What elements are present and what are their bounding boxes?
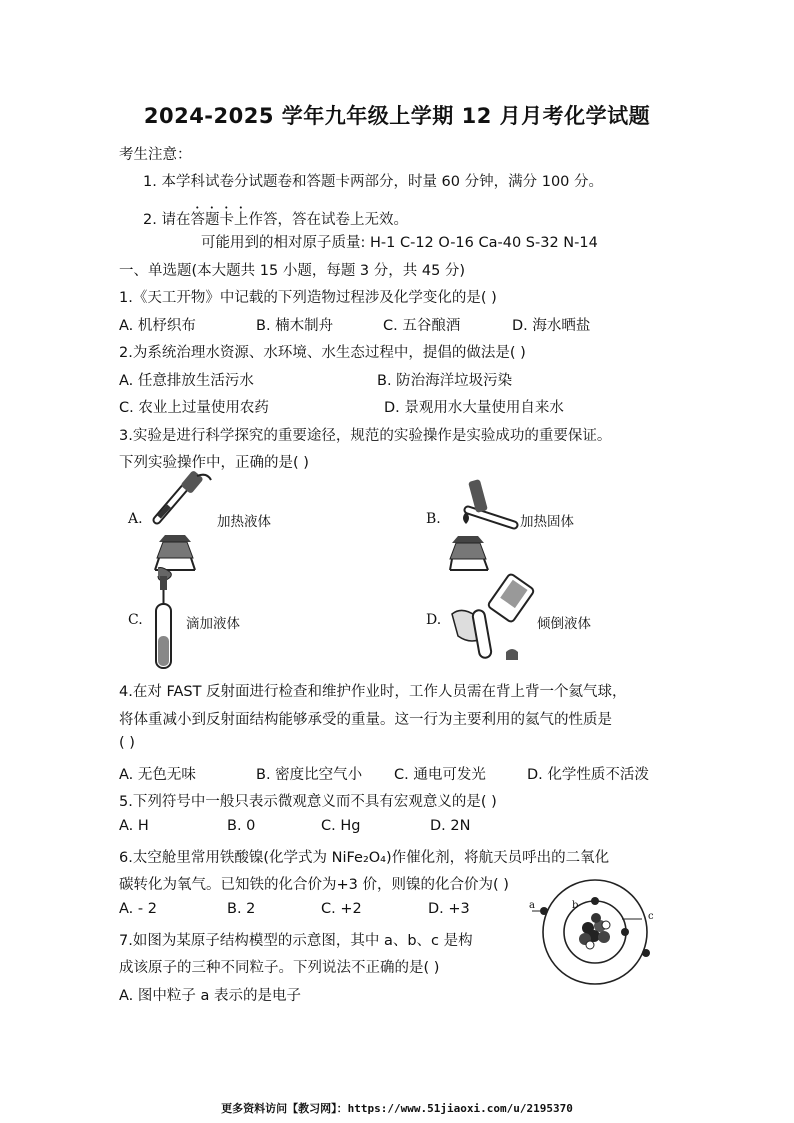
question-2-option-d: D. 景观用水大量使用自来水 <box>384 400 564 416</box>
figure-b-caption: 加热固体 <box>520 514 574 530</box>
question-6-stem-line-1: 6.太空舱里常用铁酸镍(化学式为 NiFe₂O₄)作催化剂，将航天员呼出的二氧化 <box>119 850 610 866</box>
question-4-option-c: C. 通电可发光 <box>394 767 486 783</box>
question-4-option-a: A. 无色无味 <box>119 767 196 783</box>
figure-b-label: B. <box>426 511 441 527</box>
question-7-option-a: A. 图中粒子 a 表示的是电子 <box>119 988 301 1004</box>
atom-label-b: b <box>572 900 579 911</box>
notice-item-2 <box>143 204 408 229</box>
question-1-option-c: C. 五谷酿酒 <box>383 318 461 334</box>
question-7-stem-line-1: 7.如图为某原子结构模型的示意图，其中 a、b、c 是构 <box>119 933 473 949</box>
question-2-option-b: B. 防治海洋垃圾污染 <box>377 373 513 389</box>
question-5-option-c: C. Hg <box>321 818 361 834</box>
notice-item-2-emphasis: 答题卡上 <box>190 212 249 228</box>
question-6-option-a: A. - 2 <box>119 901 157 917</box>
question-1-option-b: B. 楠木制舟 <box>256 318 334 334</box>
notice-item-2-part-a: 2. 请在 <box>143 212 191 228</box>
figure-atom-model <box>530 876 660 988</box>
question-6-option-c: C. +2 <box>321 901 362 917</box>
question-4-stem-line-2: 将体重减小到反射面结构能够承受的重量。这一行为主要利用的氦气的性质是 <box>119 712 612 728</box>
question-3-stem-line-1: 3.实验是进行科学探究的重要途径，规范的实验操作是实验成功的重要保证。 <box>119 428 612 444</box>
figure-c-caption: 滴加液体 <box>186 616 240 632</box>
question-2-option-a: A. 任意排放生活污水 <box>119 373 254 389</box>
question-1-stem: 1.《天工开物》中记载的下列造物过程涉及化学变化的是( ) <box>119 290 497 306</box>
figure-d-label: D. <box>426 612 442 628</box>
question-3-stem-line-2: 下列实验操作中，正确的是( ) <box>119 455 309 471</box>
question-5-stem: 5.下列符号中一般只表示微观意义而不具有宏观意义的是( ) <box>119 794 497 810</box>
figure-c-label: C. <box>128 612 143 628</box>
figure-c-dropping-liquid <box>148 566 180 672</box>
figure-a-label: A. <box>128 511 143 527</box>
atom-label-a: a <box>529 900 535 911</box>
notice-item-1: 1. 本学科试卷分试题卷和答题卡两部分，时量 60 分钟，满分 100 分。 <box>143 174 604 190</box>
question-6-stem-line-2: 碳转化为氧气。已知铁的化合价为+3 价，则镍的化合价为( ) <box>119 877 509 893</box>
question-5-option-a: A. H <box>119 818 149 834</box>
question-4-stem-line-3: ( ) <box>119 735 135 751</box>
figure-a-heating-liquid <box>145 470 215 580</box>
question-4-stem-line-1: 4.在对 FAST 反射面进行检查和维护作业时，工作人员需在背上背一个氦气球， <box>119 684 627 700</box>
page-title: 2024-2025 学年九年级上学期 12 月月考化学试题 <box>143 104 651 128</box>
figure-b-heating-solid <box>448 470 523 580</box>
question-1-option-d: D. 海水晒盐 <box>512 318 591 334</box>
question-7-stem-line-2: 成该原子的三种不同粒子。下列说法不正确的是( ) <box>119 960 440 976</box>
notice-item-2-part-c: 作答，答在试卷上无效。 <box>248 212 408 228</box>
question-5-option-b: B. 0 <box>227 818 256 834</box>
question-6-option-b: B. 2 <box>227 901 256 917</box>
section-heading: 一、单选题(本大题共 15 小题，每题 3 分，共 45 分) <box>119 263 466 279</box>
question-4-option-b: B. 密度比空气小 <box>256 767 363 783</box>
question-5-option-d: D. 2N <box>430 818 471 834</box>
figure-d-caption: 倾倒液体 <box>537 616 591 632</box>
notice-heading: 考生注意： <box>119 147 192 163</box>
question-1-option-a: A. 机杼织布 <box>119 318 196 334</box>
figure-a-caption: 加热液体 <box>217 514 271 530</box>
atomic-masses: 可能用到的相对原子质量: H-1 C-12 O-16 Ca-40 S-32 N-14 <box>201 235 598 251</box>
question-6-option-d: D. +3 <box>428 901 470 917</box>
question-4-option-d: D. 化学性质不活泼 <box>527 767 649 783</box>
question-2-stem: 2.为系统治理水资源、水环境、水生态过程中，提倡的做法是( ) <box>119 345 526 361</box>
footer-link[interactable]: 更多资料访问【教习网】：https://www.51jiaoxi.com/u/2195370 <box>221 1102 573 1115</box>
question-2-option-c: C. 农业上过量使用农药 <box>119 400 269 416</box>
atom-label-c: c <box>648 911 654 922</box>
